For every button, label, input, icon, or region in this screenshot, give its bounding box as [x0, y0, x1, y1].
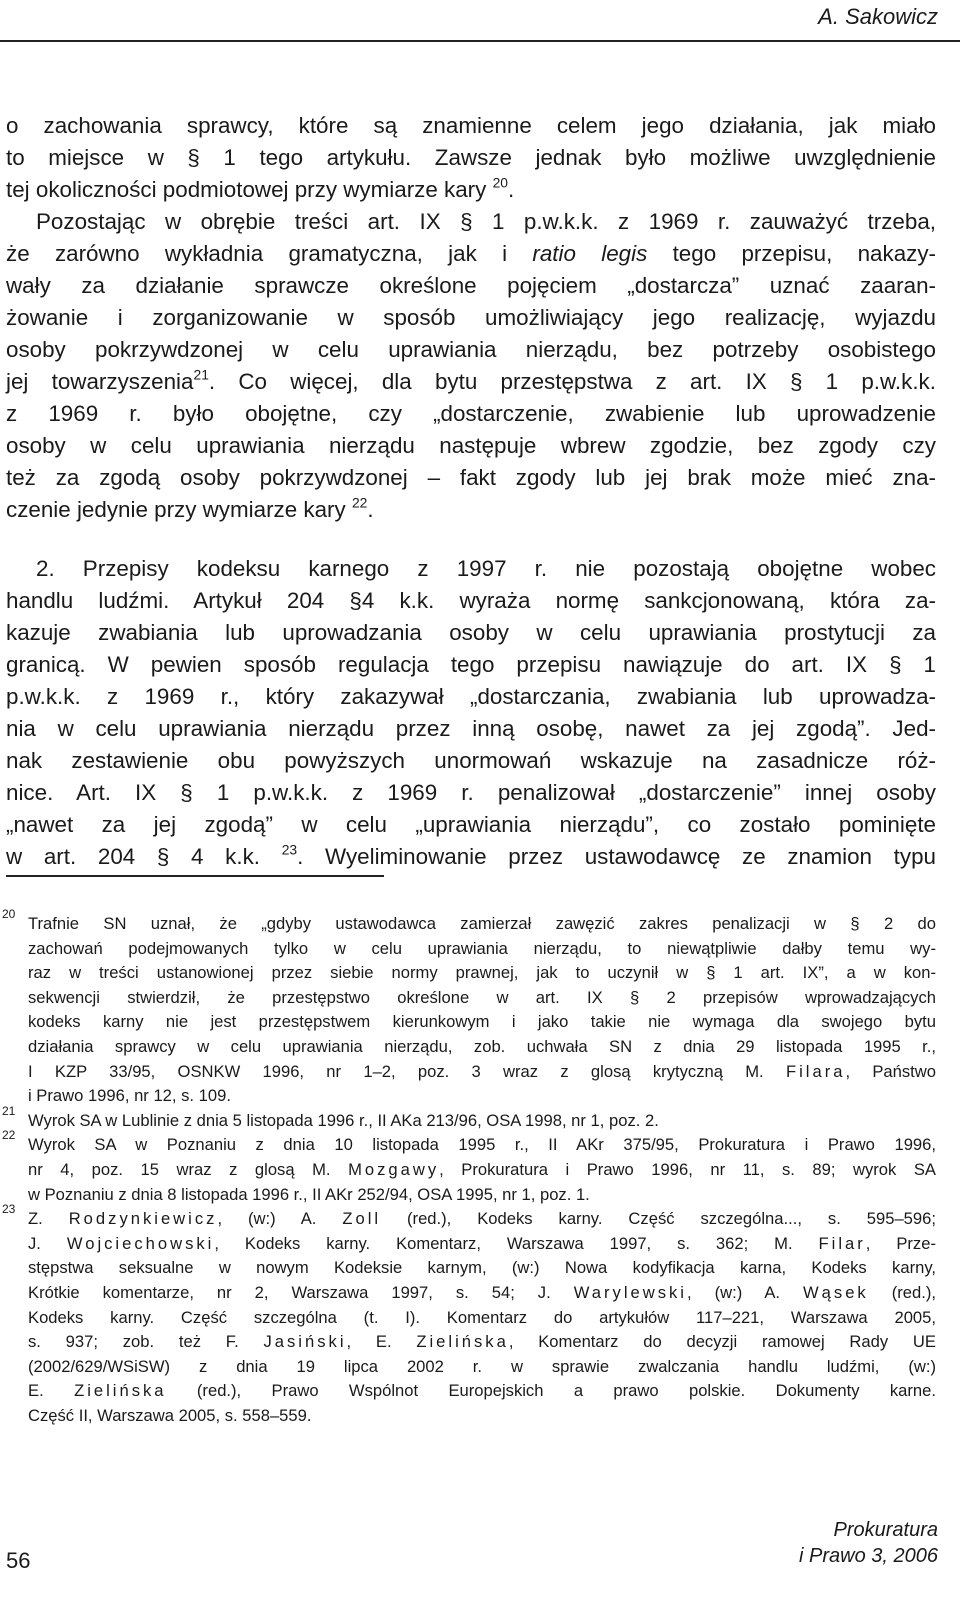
journal-issue: i Prawo 3, 2006: [799, 1545, 938, 1567]
cited-author: Filar: [818, 1233, 866, 1253]
journal-footer: [799, 1517, 938, 1569]
footnote-ref[interactable]: 23: [281, 841, 298, 858]
text-line: tej okoliczności podmiotowej przy wymiarze kary $^{20}$.: [6, 174, 515, 202]
cited-author: Zoll: [342, 1209, 382, 1229]
text-line: o zachowania sprawcy, które są znamienne celem jego działania, jak miało: [6, 113, 936, 138]
text-line: to miejsce w § 1 tego artykułu. Zawsze jednak było możliwe uwzględnienie: [6, 145, 936, 170]
italic-term: ratio legis: [532, 241, 648, 266]
footnote-23: 23 Z. Rodzynkiewicz, (w:) A. Zoll (red.), Kodeks karny. Część szczególna..., s. 595–596; J. Wojciechowski, Kodeks karny. Komentarz, Warszawa 1997, s. 362; M. Filar, Prze- stępstwa seksualne w nowym Kodeksie karnym, (w:) Nowa kodyfikacja karna, Kodeks karny, Krótkie komentarze, nr 2, Warszawa 1997, s. 54; J. Warylewski, (w:) A. Wąsek (red.), Kodeks karny. Część szczególna (t. I). Komentarz do artykułów 117–221, Warszawa 2005, s. 937; zob. też F. Jasiński, E. Zielińska, Komentarz do decyzji ramowej Rady UE (2002/629/WSiSW) z dnia 19 lipca 2002 r. w sprawie zwalczania handlu ludźmi, (w:) E. Zielińska (red.), Prawo Wspólnot Europejskich a prawo polskie. Dokumenty karne. Część II, Warszawa 2005, s. 558–559.: [6, 1207, 936, 1428]
cited-author: Wojciechowski: [66, 1233, 215, 1253]
text-line: że zarówno wykładnia gramatyczna, jak i ratio legis tego przepisu, nakazy-: [6, 241, 936, 266]
text-line: osoby w celu uprawiania nierządu następuje wbrew zgodzie, bez zgody czy: [6, 433, 936, 458]
cited-author: Filara: [785, 1061, 846, 1081]
footnote-21: 21 Wyrok SA w Lublinie z dnia 5 listopada 1996 r., II AKa 213/96, OSA 1998, nr 1, poz. 2.: [6, 1109, 936, 1134]
footnote-ref[interactable]: 22: [351, 494, 368, 511]
cited-author: Zielińska: [416, 1332, 509, 1352]
main-text-section-2: [6, 553, 936, 873]
text-line: handlu ludźmi. Artykuł 204 §4 k.k. wyraża normę sankcjonowaną, która za-: [6, 588, 936, 613]
text-line: nak zestawienie obu powyższych unormowań wskazuje na zasadnicze róż-: [6, 748, 936, 773]
cited-author: Mozgawy: [348, 1159, 440, 1179]
footnote-22: 22 Wyrok SA w Poznaniu z dnia 10 listopada 1995 r., II AKr 375/95, Prokuratura i Prawo 1996, nr 4, poz. 15 wraz z glosą M. Mozgawy, Prokuratura i Prawo 1996, nr 11, s. 89; wyrok SA w Poznaniu z dnia 8 listopada 1996 r., II AKr 252/94, OSA 1995, nr 1, poz. 1.: [6, 1133, 936, 1207]
text-line: Pozostając w obrębie treści art. IX § 1 p.w.k.k. z 1969 r. zauważyć trzeba,: [36, 209, 936, 234]
text-line: „nawet za jej zgodą” w celu „uprawiania nierządu”, co zostało pominięte: [6, 812, 936, 837]
cited-author: Jasiński: [263, 1332, 347, 1352]
cited-author: Warylewski: [573, 1282, 687, 1302]
text-line: granicą. W pewien sposób regulacja tego przepisu nawiązuje do art. IX § 1: [6, 652, 936, 677]
text-line: kazuje zwabiania lub uprowadzania osoby w celu uprawiania prostytucji za: [6, 620, 936, 645]
text-line: wały za działanie sprawcze określone pojęciem „dostarcza” uznać zaaran-: [6, 273, 936, 298]
cited-author: Zielińska: [74, 1381, 167, 1401]
text-line: z 1969 r. było obojętne, czy „dostarczenie, zwabienie lub uprowadzenie: [6, 401, 936, 426]
footnote-ref[interactable]: 21: [193, 366, 209, 383]
footnote-number: 20: [2, 907, 16, 921]
text-line: czenie jedynie przy wymiarze kary $^{22}$.: [6, 494, 374, 522]
running-header-author: A. Sakowicz: [818, 4, 938, 29]
footnote-number: 22: [2, 1128, 16, 1143]
footnote-20: 20 Trafnie SN uznał, że „gdyby ustawodawca zamierzał zawęzić zakres penalizacji w § 2 do zachowań podejmowanych tylko w celu uprawiania nierządu, to niewątpliwie dałby temu wy- raz w treści ustanowionej przez siebie normy prawnej, jak to uczynił w § 1 art. IX”, a w kon- sekwencji stwierdził, że przestępstwo określone w art. IX § 2 przepisów wprowadzających kodeks karny nie jest przestępstwem kierunkowym i jako takie nie wymaga dla swojego bytu działania sprawcy w celu uprawiania nierządu, zob. uchwała SN z dnia 29 listopada 1995 r., I KZP 33/95, OSNKW 1996, nr 1–2, poz. 3 wraz z glosą krytyczną M. Filara, Państwo i Prawo 1996, nr 12, s. 109.: [6, 912, 936, 1109]
footnote-number: 23: [2, 1202, 16, 1217]
text-line: jej towarzyszenia$^{21}$. Co więcej, dla bytu przestępstwa z art. IX § 1 p.w.k.k.: [6, 366, 936, 394]
text-line: żowanie i zorganizowanie w sposób umożliwiający jego realizację, wyjazdu: [6, 305, 936, 330]
text-line: nice. Art. IX § 1 p.w.k.k. z 1969 r. penalizował „dostarczenie” innej osoby: [6, 780, 936, 805]
text-line: w art. 204 § 4 k.k. $^{23}$. Wyeliminowanie przez ustawodawcę ze znamion typu: [6, 841, 936, 869]
text-line: p.w.k.k. z 1969 r., który zakazywał „dostarczania, zwabiania lub uprowadza-: [6, 684, 936, 709]
footnotes: [2, 907, 936, 1428]
footnote-ref[interactable]: 20: [492, 174, 508, 191]
cited-author: Rodzynkiewicz: [68, 1209, 218, 1229]
text-line: 2. Przepisy kodeksu karnego z 1997 r. nie pozostają obojętne wobec: [36, 556, 936, 581]
header-rule: [0, 40, 960, 42]
journal-name: Prokuratura: [833, 1519, 938, 1541]
footnote-rule: [6, 875, 384, 877]
page-number: 56: [6, 1548, 31, 1573]
main-text: [6, 110, 936, 526]
text-line: nia w celu uprawiania nierządu przez inną osobę, nawet za jej zgodą”. Jed-: [6, 716, 936, 741]
text-line: osoby pokrzywdzonej w celu uprawiania nierządu, bez potrzeby osobistego: [6, 337, 936, 362]
text-line: też za zgodą osoby pokrzywdzonej – fakt zgody lub jej brak może mieć zna-: [6, 465, 936, 490]
footnote-number: 21: [2, 1103, 16, 1118]
cited-author: Wąsek: [803, 1282, 869, 1302]
